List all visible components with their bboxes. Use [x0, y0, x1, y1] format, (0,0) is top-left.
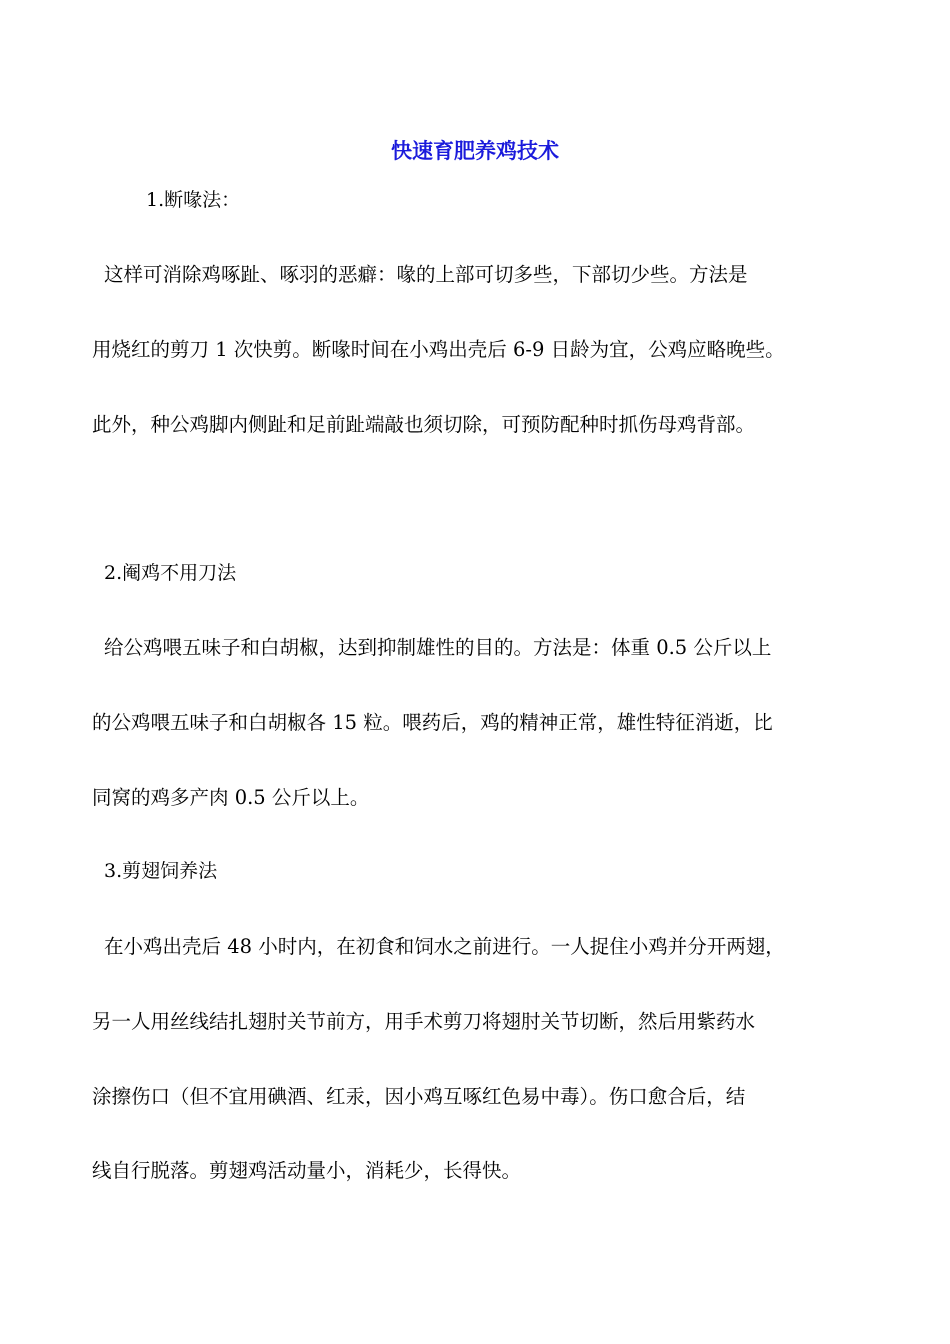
paragraph-line: 这样可消除鸡啄趾、啄羽的恶癖：喙的上部可切多些，下部切少些。方法是 — [104, 263, 748, 286]
paragraph-line: 在小鸡出壳后 48 小时内，在初食和饲水之前进行。一人捉住小鸡并分开两翅， — [104, 935, 785, 958]
paragraph-line: 涂擦伤口（但不宜用碘酒、红汞，因小鸡互啄红色易中毒）。伤口愈合后，结 — [92, 1085, 746, 1108]
document-title: 快速育肥养鸡技术 — [391, 138, 559, 163]
section-heading-2: 2.阉鸡不用刀法 — [104, 562, 237, 584]
paragraph-line: 此外，种公鸡脚内侧趾和足前趾端敲也须切除，可预防配种时抓伤母鸡背部。 — [92, 413, 756, 436]
paragraph-line: 用烧红的剪刀 1 次快剪。断喙时间在小鸡出壳后 6-9 日龄为宜，公鸡应略晚些。 — [92, 338, 785, 361]
paragraph-line: 的公鸡喂五味子和白胡椒各 15 粒。喂药后，鸡的精神正常，雄性特征消逝，比 — [92, 711, 773, 734]
paragraph-line: 给公鸡喂五味子和白胡椒，达到抑制雄性的目的。方法是：体重 0.5 公斤以上 — [104, 636, 772, 659]
section-heading-3: 3.剪翅饲养法 — [104, 860, 218, 882]
paragraph-line: 同窝的鸡多产肉 0.5 公斤以上。 — [92, 786, 370, 809]
paragraph-line: 另一人用丝线结扎翅肘关节前方，用手术剪刀将翅肘关节切断，然后用紫药水 — [92, 1010, 756, 1033]
paragraph-line: 线自行脱落。剪翅鸡活动量小，消耗少，长得快。 — [92, 1159, 522, 1182]
section-heading-1: 1.断喙法： — [146, 189, 241, 211]
